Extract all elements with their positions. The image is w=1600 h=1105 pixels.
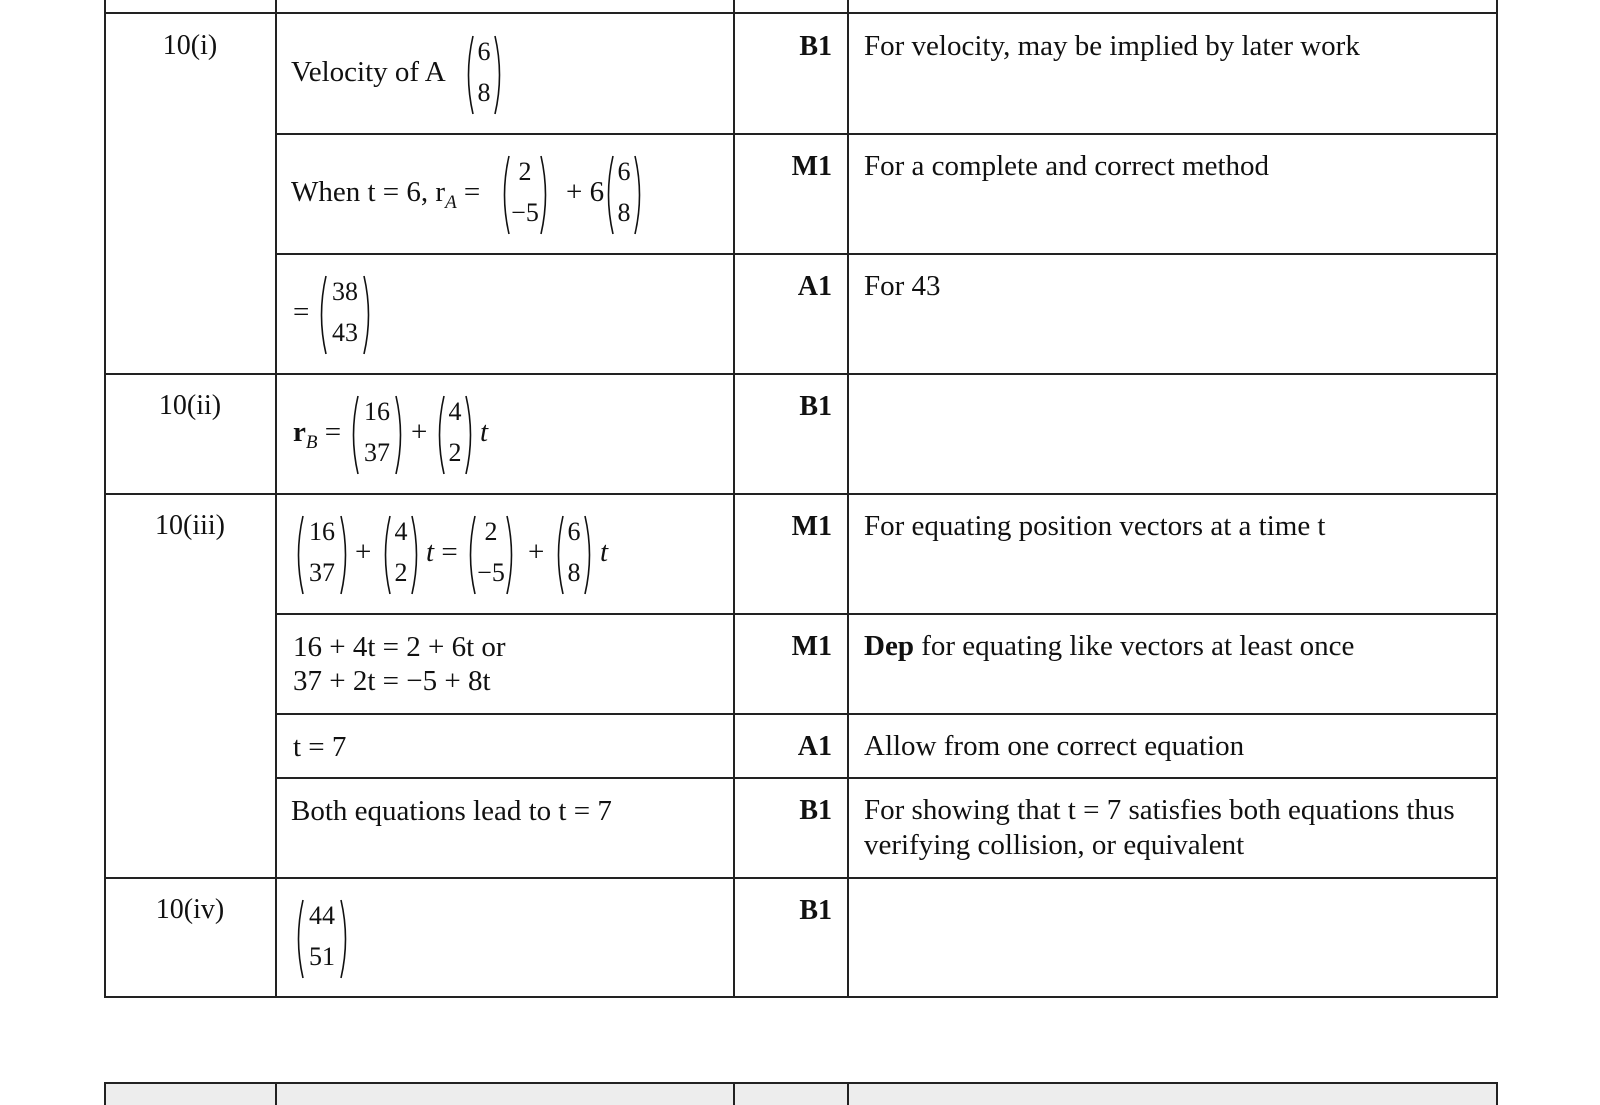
row-divider — [276, 713, 1498, 715]
answer-label: When t = 6, r — [291, 176, 446, 208]
guidance-text: For a complete and correct method — [864, 150, 1270, 182]
row-divider — [104, 493, 1498, 495]
vector-component: 38 — [332, 277, 358, 306]
vector-component: 2 — [518, 157, 532, 186]
column-vector — [348, 394, 406, 476]
answer-text — [426, 536, 458, 569]
row-divider — [104, 12, 1498, 14]
vector-component: 16 — [309, 517, 335, 546]
next-table-header — [104, 1084, 1498, 1105]
equals-sign: = — [441, 536, 458, 568]
guidance-text — [864, 630, 1354, 663]
column-vector — [553, 514, 595, 596]
column-divider — [733, 1082, 735, 1105]
column-vector — [293, 898, 351, 980]
subscript: B — [305, 431, 318, 453]
vector-component: 6 — [477, 37, 491, 66]
answer-text: Both equations lead to t = 7 — [291, 795, 612, 827]
vector-component: 37 — [309, 558, 335, 587]
vector-component: 2 — [394, 558, 408, 587]
column-divider — [1496, 1082, 1498, 1105]
vector-component: 4 — [394, 517, 408, 546]
question-label: 10(iv) — [155, 894, 225, 925]
row-divider — [276, 777, 1498, 779]
answer-text — [291, 56, 446, 89]
column-divider — [847, 0, 849, 998]
vector-component: 2 — [484, 517, 498, 546]
mark: M1 — [791, 511, 832, 542]
column-vector — [316, 274, 374, 356]
column-divider — [275, 1082, 277, 1105]
column-vector — [434, 394, 476, 476]
column-divider — [104, 0, 106, 998]
vector-component: 51 — [309, 942, 335, 971]
row-divider — [104, 1082, 1498, 1084]
equation-line: 16 + 4t = 2 + 6t or — [293, 631, 506, 663]
column-divider — [104, 1082, 106, 1105]
vector-component: 8 — [567, 558, 581, 587]
column-vector — [380, 514, 422, 596]
plus-sign: + — [411, 416, 428, 448]
vector-component: 16 — [364, 397, 390, 426]
mark: B1 — [799, 895, 832, 926]
vector-component: −5 — [511, 198, 539, 227]
row-divider — [276, 253, 1498, 255]
variable-t: t — [426, 536, 435, 568]
row-divider — [104, 373, 1498, 375]
row-divider — [104, 877, 1498, 879]
mark: B1 — [799, 31, 832, 62]
vector-component: 4 — [448, 397, 462, 426]
column-vector — [293, 514, 351, 596]
position-vector-symbol: r — [293, 416, 306, 448]
vector-component: −5 — [477, 558, 505, 587]
mark: B1 — [799, 795, 832, 826]
guidance-text: For velocity, may be implied by later work — [864, 30, 1360, 62]
plus-sign: + — [355, 536, 372, 568]
column-vector — [463, 34, 505, 116]
row-divider — [276, 133, 1498, 135]
vector-component: 8 — [477, 78, 491, 107]
answer-text — [291, 176, 480, 214]
row-divider — [104, 996, 1498, 998]
coefficient: + 6 — [566, 176, 605, 208]
vector-component: 37 — [364, 438, 390, 467]
column-divider — [1496, 0, 1498, 998]
equals-sign: = — [293, 296, 310, 328]
row-divider — [276, 613, 1498, 615]
equation-line: 37 + 2t = −5 + 8t — [293, 665, 491, 697]
column-vector — [465, 514, 517, 596]
column-divider — [847, 1082, 849, 1105]
column-vector — [603, 154, 645, 236]
vector-component: 43 — [332, 318, 358, 347]
equation-line: t = 7 — [293, 731, 347, 763]
mark: M1 — [791, 631, 832, 662]
mark: A1 — [797, 731, 832, 762]
question-label: 10(iii) — [155, 510, 225, 541]
answer-label: Velocity of A — [291, 56, 446, 88]
guidance-text: Allow from one correct equation — [864, 730, 1245, 762]
vector-component: 8 — [617, 198, 631, 227]
guidance-text: For showing that t = 7 satisfies both equations thus — [864, 794, 1455, 826]
equals-sign: = — [463, 176, 481, 208]
variable-t: t — [600, 536, 609, 568]
column-divider — [733, 0, 735, 998]
guidance-text: For 43 — [864, 270, 941, 302]
equals-sign: = — [324, 416, 342, 448]
question-label: 10(ii) — [158, 390, 222, 421]
column-vector — [499, 154, 551, 236]
variable-t: t — [480, 416, 489, 448]
subscript: A — [445, 191, 457, 213]
mark: B1 — [799, 391, 832, 422]
vector-component: 6 — [567, 517, 581, 546]
column-divider — [275, 0, 277, 998]
guidance-text: For equating position vectors at a time t — [864, 510, 1326, 542]
vector-component: 6 — [617, 157, 631, 186]
plus-sign: + — [528, 536, 545, 568]
question-label: 10(i) — [162, 30, 218, 61]
mark: M1 — [791, 151, 832, 182]
answer-text — [293, 416, 341, 454]
vector-component: 44 — [309, 901, 335, 930]
mark: A1 — [797, 271, 832, 302]
guidance-rest: for equating like vectors at least once — [913, 630, 1355, 662]
vector-component: 2 — [448, 438, 462, 467]
guidance-bold: Dep — [864, 630, 914, 662]
guidance-text: verifying collision, or equivalent — [864, 829, 1245, 861]
